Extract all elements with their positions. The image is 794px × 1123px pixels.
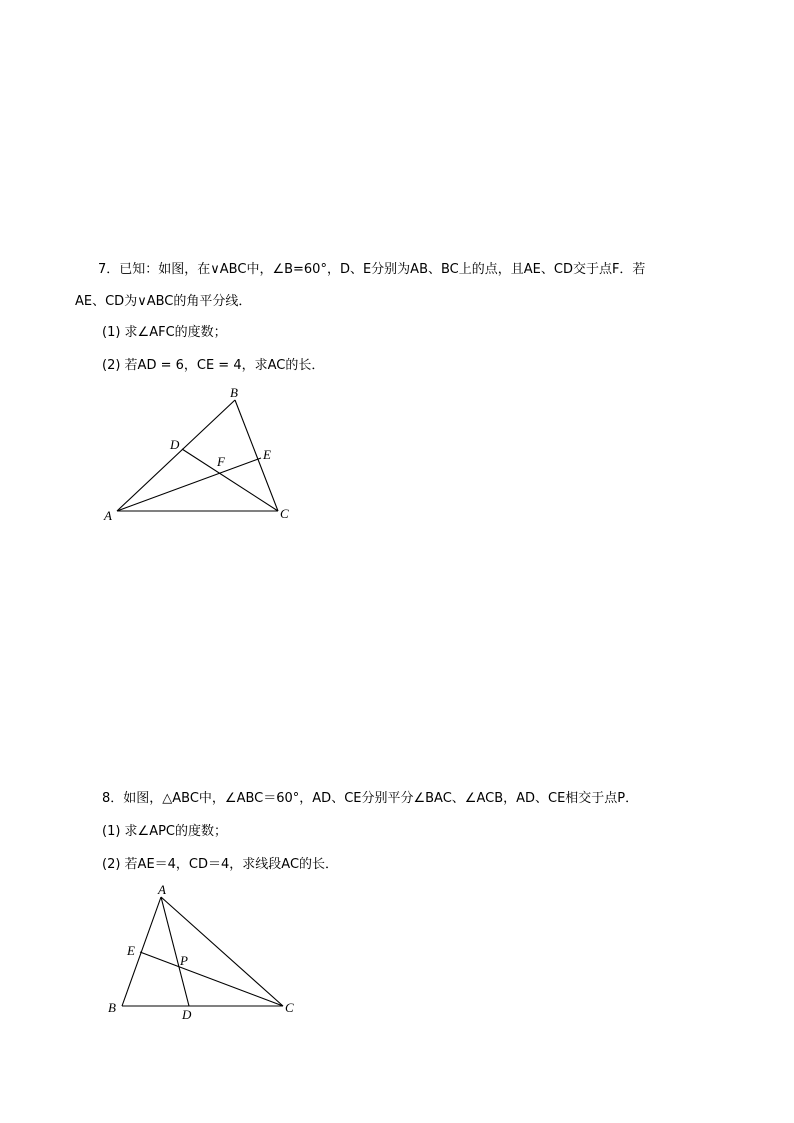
problem8-question1: (1) 求∠APC的度数； (102, 824, 228, 839)
p8-label-D: D (182, 1007, 192, 1022)
p8-label-A: A (158, 882, 166, 897)
problem7-question2: (2) 若AD = 6，CE = 4，求AC的长． (102, 358, 325, 373)
p7-label-C: C (280, 506, 289, 521)
p7-label-D: D (170, 437, 180, 452)
p8-label-C: C (285, 1000, 294, 1015)
problem7-line1: 7．已知：如图，在∨ABC中，∠B=60°，D、E分别为AB、BC上的点，且AE、CD交于点F．若 (98, 262, 646, 277)
p8-label-P: P (180, 953, 188, 968)
p7-label-B: B (230, 385, 238, 400)
p8-segment-AC (161, 897, 283, 1006)
problem7-question1: (1) 求∠AFC的度数； (102, 325, 227, 340)
p8-segment-CE (140, 952, 283, 1006)
problem8-question2: (2) 若AE＝4，CD＝4，求线段AC的长． (102, 857, 339, 872)
p7-label-F: F (217, 454, 225, 469)
p7-label-E: E (263, 447, 271, 462)
problem8-line1: 8．如图，△ABC中，∠ABC＝60°，AD、CE分别平分∠BAC、∠ACB，AD、CE相交于点P． (102, 791, 639, 806)
p7-label-A: A (104, 508, 112, 523)
problem7-line2: AE、CD为∨ABC的角平分线． (75, 294, 252, 309)
p8-label-E: E (127, 943, 135, 958)
p8-label-B: B (108, 1000, 116, 1015)
p8-segment-AD (161, 897, 189, 1006)
